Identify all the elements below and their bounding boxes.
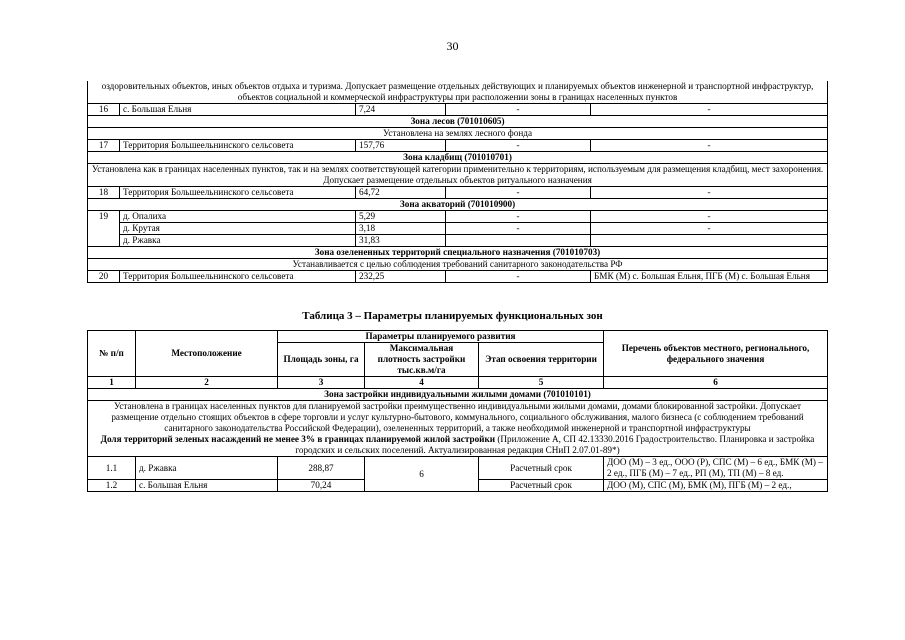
location-cell: д. Опалиха [120,211,356,223]
table-caption: Таблица 3 – Параметры планируемых функциональных зон [302,310,603,322]
row-number: 1.2 [88,480,136,492]
zones-table-continued [87,81,828,283]
header-row [88,331,828,343]
header-density: Максимальная плотность застройки тыс.кв.м/га [365,343,479,377]
area-cell: 232,25 [356,271,446,283]
page-number: 30 [446,39,459,53]
table-row [88,128,828,140]
zone-title-water: Зона акваторий (701010900) [88,199,828,211]
column-number: 1 [88,377,136,389]
table-row [88,259,828,271]
area-cell: 7,24 [356,104,446,116]
table-row [88,140,828,152]
density-cell: 6 [365,457,479,492]
table-row [88,235,828,247]
dash-cell: - [591,104,828,116]
objects-cell: ДОО (М) – 3 ед., ООО (Р), СПС (М) – 6 ед., БМК (М) – 2 ед., ПГБ (М) – 7 ед., РП (М), ТП (М) – 8 ед. [604,457,828,480]
header-params: Параметры планируемого развития [278,331,604,343]
table-row [88,187,828,199]
dash-cell: - [446,140,591,152]
row-number: 19 [88,211,120,247]
zone-title-forest: Зона лесов (701010605) [88,116,828,128]
area-cell: 3,18 [356,223,446,235]
column-number: 3 [278,377,365,389]
table-row [88,223,828,235]
table-row [88,247,828,259]
location-cell: д. Ржавка [136,457,278,480]
area-cell: 288,87 [278,457,365,480]
column-number-row [88,377,828,389]
table-row [88,211,828,223]
table-row [88,104,828,116]
continued-description: оздоровительных объектов, иных объектов отдыха и туризма. Допускает размещение отдельных действующих и планируемых объектов инженерной и транспортной инфраструктур, объектов социальной и коммерческой инфраструктуры при расположении зоны в границах населенных пунктов [88,81,828,104]
header-num: № п/п [88,331,136,377]
dash-cell: - [591,211,828,223]
table-row [88,152,828,164]
row-number: 18 [88,187,120,199]
area-cell: 64,72 [356,187,446,199]
header-location: Местоположение [136,331,278,377]
table-row [88,401,828,457]
dash-cell: - [591,223,828,235]
table-row [88,271,828,283]
area-cell: 70,24 [278,480,365,492]
location-cell: с. Большая Ельня [120,104,356,116]
header-objects: Перечень объектов местного, регионального, федерального значения [604,331,828,377]
stage-cell: Расчетный срок [479,480,604,492]
zone-desc-green: Устанавливается с целью соблюдения требований санитарного законодательства РФ [88,259,828,271]
area-cell: 157,76 [356,140,446,152]
row-number: 16 [88,104,120,116]
green-share-requirement: Доля территорий зеленых насаждений не менее 3% в границах планируемой жилой застройки [100,434,496,444]
location-cell: д. Ржавка [120,235,356,247]
dash-cell: - [591,187,828,199]
zone-title-individual-housing: Зона застройки индивидуальными жилыми домами (701010101) [88,389,828,401]
zone-title-green: Зона озелененных территорий специального назначения (701010703) [88,247,828,259]
empty-cell [446,235,591,247]
table-row [88,389,828,401]
green-share-reference: (Приложение А, СП 42.13330.2016 Градостроительство. Планировка и застройка городских и сельских поселений. Актуализированная редакция СНиП 2.07.01-89*) [295,434,815,455]
zone-desc-cemetery: Установлена как в границах населенных пунктов, так и на землях соответствующей категории применительно к территориям, используемым для размещения кладбищ, мест захоронения. Допускает размещение отдельных объектов ритуального назначения [88,164,828,187]
dash-cell: - [446,104,591,116]
dash-cell: - [446,211,591,223]
stage-cell: Расчетный срок [479,457,604,480]
row-number: 20 [88,271,120,283]
table-row [88,457,828,480]
zone-description: Установлена в границах населенных пунктов для планируемой застройки преимущественно индивидуальными жилыми домами, домами блокированной застройки. Допускает размещение отдельно стоящих объектов в сфере торговли и услуг культурно-бытового, коммунального, социального обслуживания, малого бизнеса (с соблюдением требований санитарного законодательства Российской Федерации), озелененных территорий, а также необходимой инженерной и транспортной инфраструктуры [111,401,804,433]
row-number: 17 [88,140,120,152]
functional-zones-table [87,330,828,492]
area-cell: 5,29 [356,211,446,223]
row-number: 1.1 [88,457,136,480]
column-number: 6 [604,377,828,389]
zone-desc-forest: Установлена на землях лесного фонда [88,128,828,140]
table-row [88,164,828,187]
column-number: 2 [136,377,278,389]
location-cell: с. Большая Ельня [136,480,278,492]
objects-cell: ДОО (М), СПС (М), БМК (М), ПГБ (М) – 2 ед., [604,480,828,492]
dash-cell: - [446,223,591,235]
column-number: 4 [365,377,479,389]
table-row [88,116,828,128]
zone-desc-individual-housing [88,401,828,457]
location-cell: Территория Большеельнинского сельсовета [120,140,356,152]
table-row [88,199,828,211]
column-number: 5 [479,377,604,389]
zone-title-cemetery: Зона кладбищ (701010701) [88,152,828,164]
empty-cell [591,235,828,247]
area-cell: 31,83 [356,235,446,247]
header-stage: Этап освоения территории [479,343,604,377]
dash-cell: - [446,187,591,199]
table-row [88,81,828,104]
location-cell: Территория Большеельнинского сельсовета [120,187,356,199]
header-area: Площадь зоны, га [278,343,365,377]
location-cell: д. Крутая [120,223,356,235]
location-cell: Территория Большеельнинского сельсовета [120,271,356,283]
dash-cell: - [446,271,591,283]
dash-cell: - [591,140,828,152]
objects-cell: БМК (М) с. Большая Ельня, ПГБ (М) с. Большая Ельня [591,271,828,283]
